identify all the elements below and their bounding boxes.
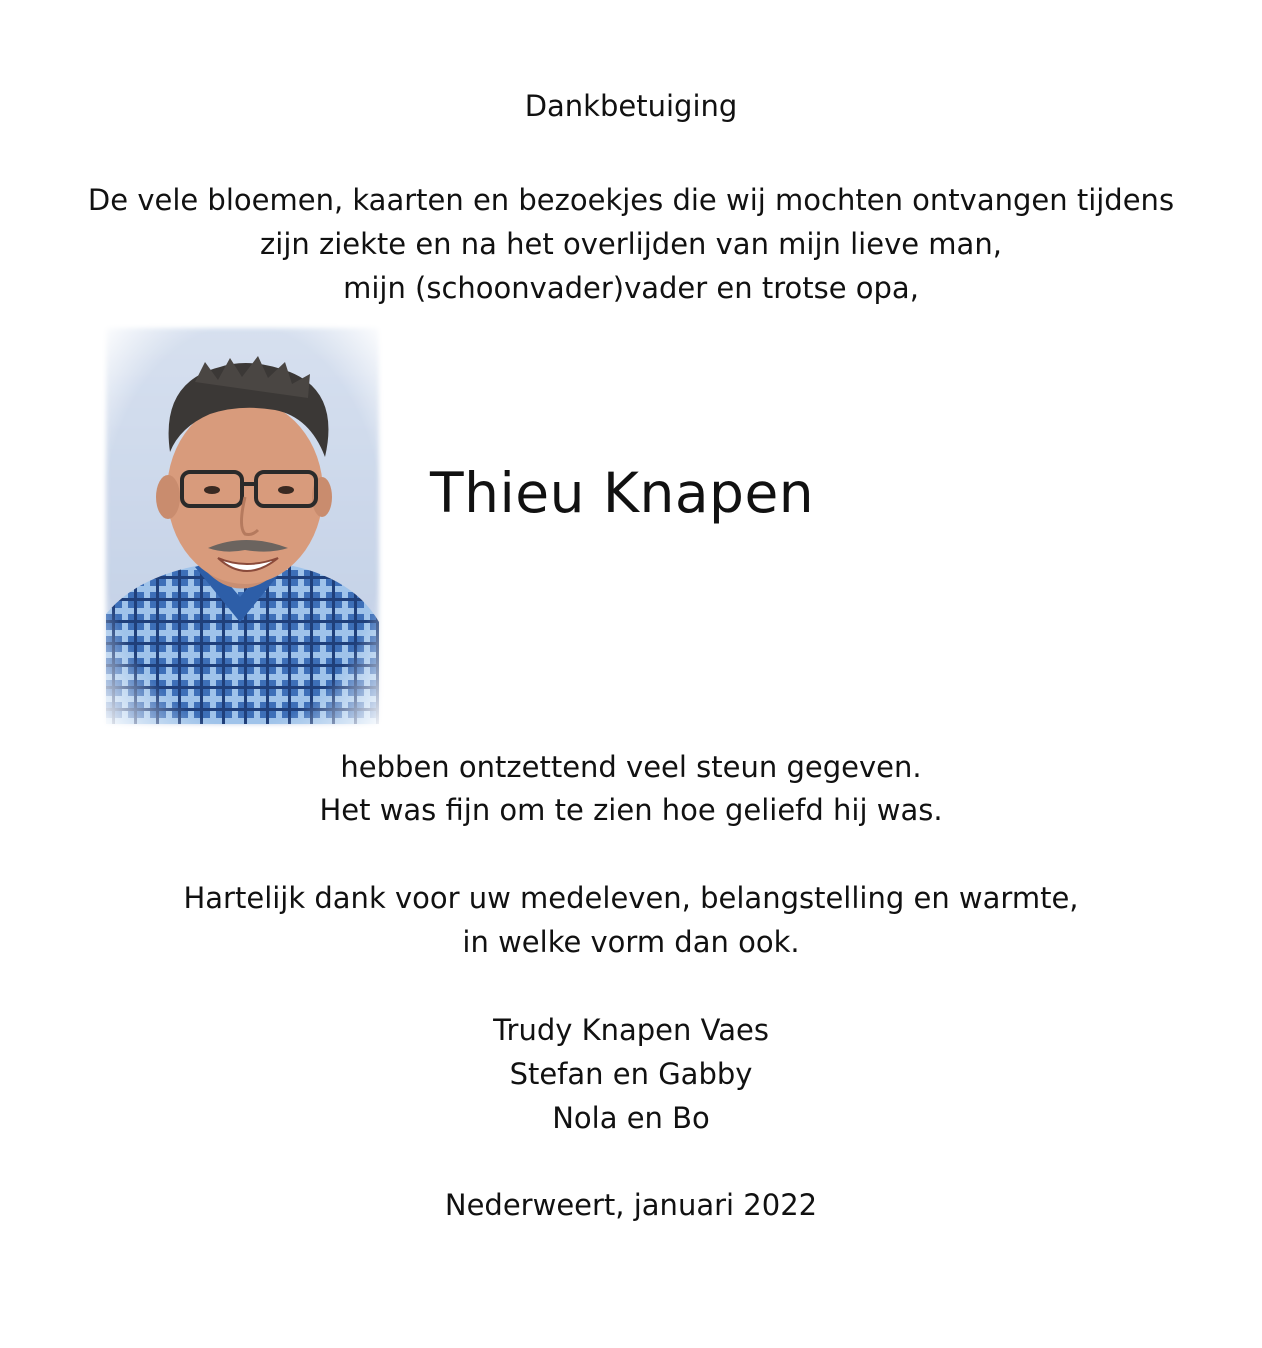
portrait-photo (100, 322, 385, 730)
thanks-line-1: Hartelijk dank voor uw medeleven, belangstelling en warmte, (183, 881, 1079, 915)
intro-line-2: zijn ziekte en na het overlijden van mijn lieve man, (260, 227, 1002, 261)
intro-line-1: De vele bloemen, kaarten en bezoekjes die wij mochten ontvangen tijdens (87, 183, 1175, 217)
family-name-1: Trudy Knapen Vaes (493, 1013, 769, 1047)
title: Dankbetuiging (524, 89, 738, 123)
family-name-3: Nola en Bo (552, 1101, 710, 1135)
support-line-2: Het was fijn om te zien hoe geliefd hij was. (319, 793, 943, 827)
support-line-1: hebben ontzettend veel steun gegeven. (340, 750, 922, 784)
intro-line-3: mijn (schoonvader)vader en trotse opa, (343, 271, 919, 305)
thanks-line-2: in welke vorm dan ook. (462, 925, 800, 959)
family-name-2: Stefan en Gabby (509, 1057, 753, 1091)
deceased-name: Thieu Knapen (430, 461, 815, 525)
place-date: Nederweert, januari 2022 (444, 1188, 818, 1222)
